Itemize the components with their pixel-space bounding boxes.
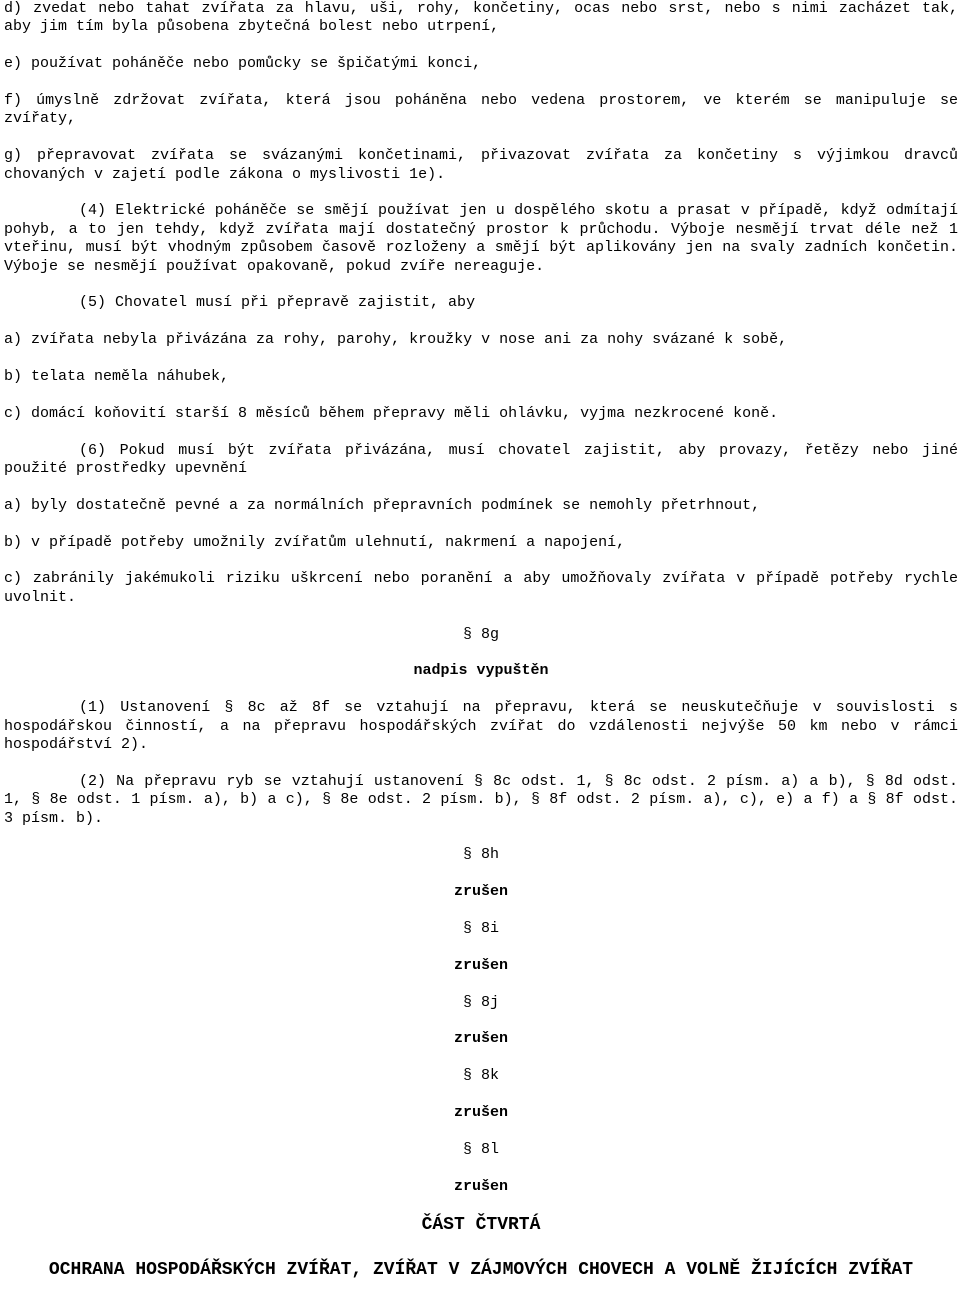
repealed-sections bbox=[4, 846, 958, 1196]
section-8g-subtitle: nadpis vypuštěn bbox=[413, 662, 549, 680]
section-8h-status: zrušen bbox=[453, 883, 508, 901]
section-8j-status: zrušen bbox=[453, 1030, 508, 1048]
item-e: e) používat poháněče nebo pomůcky se špičatými konci, bbox=[4, 55, 482, 73]
section-8h-heading: § 8h bbox=[462, 846, 499, 864]
section-8g-heading: § 8g bbox=[462, 625, 499, 643]
item-d: d) zvedat nebo tahat zvířata za hlavu, uši, rohy, končetiny, ocas nebo srst, nebo s nimi zacházet tak, aby jim tím byla působena zbytečná bolest nebo utrpení, bbox=[4, 0, 958, 36]
item-g: g) přepravovat zvířata se svázanými končetinami, přivazovat zvířata za končetiny s výjimkou dravců chovaných v zajetí podle zákona o myslivosti 1e). bbox=[4, 147, 958, 183]
paragraph-6-item-a: a) byly dostatečně pevné a za normálních přepravních podmínek se nemohly přetrhnout, bbox=[4, 496, 761, 514]
part-title: ČÁST ČTVRTÁ bbox=[421, 1215, 541, 1235]
section-8l-status: zrušen bbox=[453, 1177, 508, 1195]
paragraph-5-item-c: c) domácí koňovití starší 8 měsíců během přepravy měli ohlávku, vyjma nezkrocené koně. bbox=[4, 404, 779, 422]
section-8k-status: zrušen bbox=[453, 1104, 508, 1121]
paragraph-4: (4) Elektrické poháněče se smějí používat jen u dospělého skotu a prasat v případě, když odmítají pohyb, a to jen tehdy, když zvířata mají dostatečný prostor k průchodu. Výboje nesmějí trvat déle než 1 vteřinu, musí být vhodným způsobem časově rozloženy a smějí být aplikovány jen na svaly zadních končetin. Výboje se nesmějí používat opakovaně, pokud zvíře nereaguje. bbox=[4, 202, 958, 275]
section-8i-heading: § 8i bbox=[462, 920, 499, 938]
document-page bbox=[4, 0, 958, 1282]
item-f: f) úmyslně zdržovat zvířata, která jsou poháněna nebo vedena prostorem, ve kterém se manipuluje se zvířaty, bbox=[4, 92, 958, 128]
section-8g-paragraph-2: (2) Na přepravu ryb se vztahují ustanovení § 8c odst. 1, § 8c odst. 2 písm. a) a b), § 8d odst. 1, § 8e odst. 1 písm. a), b) a c), § 8e odst. 2 písm. b), § 8f odst. 2 písm. a), c), e) a f) a § 8f odst. 3 písm. b). bbox=[4, 772, 958, 827]
section-8g-paragraph-1: (1) Ustanovení § 8c až 8f se vztahují na přepravu, která se neuskutečňuje v souvislosti s hospodářskou činností, a na přepravu hospodářských zvířat do vzdálenosti nejvýše 50 km nebo v rámci hospodářství 2). bbox=[4, 699, 958, 754]
paragraph-6-item-b: b) v případě potřeby umožnily zvířatům ulehnutí, nakrmení a napojení, bbox=[4, 533, 626, 551]
paragraph-5-item-b: b) telata neměla náhubek, bbox=[4, 368, 230, 386]
section-8i-status: zrušen bbox=[453, 956, 508, 974]
part-subtitle: OCHRANA HOSPODÁŘSKÝCH ZVÍŘAT, ZVÍŘAT V ZÁJMOVÝCH CHOVECH A VOLNĚ ŽIJÍCÍCH ZVÍŘAT bbox=[48, 1260, 914, 1280]
paragraph-6-intro: (6) Pokud musí být zvířata přivázána, musí chovatel zajistit, aby provazy, řetězy nebo jiné použité prostředky upevnění bbox=[4, 441, 958, 478]
paragraph-5-item-a: a) zvířata nebyla přivázána za rohy, parohy, kroužky v nose ani za nohy svázané k sobě, bbox=[4, 331, 788, 349]
section-8l-heading: § 8l bbox=[462, 1140, 499, 1158]
paragraph-5-intro: (5) Chovatel musí při přepravě zajistit, aby bbox=[79, 294, 476, 312]
paragraph-6-item-c: c) zabránily jakémukoli riziku uškrcení nebo poranění a aby umožňovaly zvířata v případě potřeby rychle uvolnit. bbox=[4, 570, 958, 606]
section-8j-heading: § 8j bbox=[462, 993, 499, 1011]
section-8k-heading: § 8k bbox=[462, 1067, 499, 1085]
